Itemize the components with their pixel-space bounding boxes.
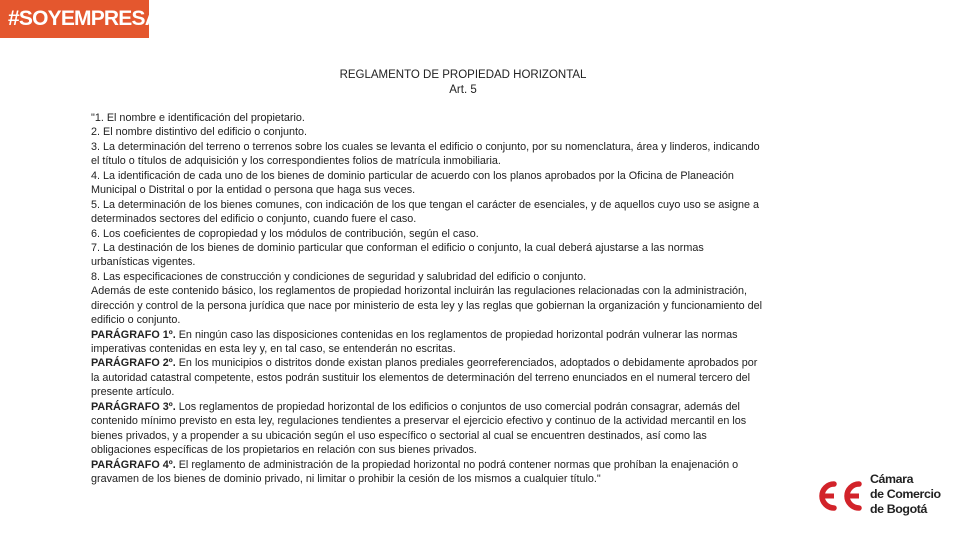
logo-line: de Bogotá [870,502,927,516]
text-line: 2. El nombre distintivo del edificio o conjunto. [91,126,308,139]
paragraph-2-label: PARÁGRAFO 2º. [91,357,176,370]
text-line: urbanísticas vigentes. [91,256,196,269]
paragraph-1 [91,328,843,342]
text-line: presente artículo. [91,386,175,399]
text-line: 6. Los coeficientes de copropiedad y los módulos de contribución, según el caso. [91,227,479,240]
paragraph-4 [91,458,843,472]
paragraph-3 [91,400,843,414]
text-line: El reglamento de administración de la propiedad horizontal no podrá contener normas que prohíban la enajenación o [175,458,739,471]
text-line: contenido mínimo previsto en esta ley, regulaciones tendientes a preservar el ejercicio efectivo y continuo de la actividad mercantil en los [91,415,747,428]
text-line: En ningún caso las disposiciones contenidas en los reglamentos de propiedad horizontal podrán vulnerar las normas [175,328,738,341]
text-line: imperativas contenidas en esta ley y, en tal caso, se entenderán no escritas. [91,343,456,355]
text-line: el título o títulos de adquisición y los correspondientes folios de matrícula inmobiliaria. [91,155,501,168]
text-line: dirección y control de la persona jurídica que nace por ministerio de esta ley y las reglas que gobiernan la organización y funcionamiento del [91,299,762,312]
text-line: "1. El nombre e identificación del propietario. [91,112,305,124]
paragraph-2 [91,356,843,370]
text-line: 7. La destinación de los bienes de dominio particular que conforman el edificio o conjunto, la cual deberá ajustarse a las normas [91,241,704,254]
logo-wordmark [870,472,960,517]
text-line: edificio o conjunto. [91,314,181,327]
paragraph-4-label: PARÁGRAFO 4º. [91,458,176,471]
text-line: Además de este contenido básico, los reglamentos de propiedad horizontal incluirán las regulaciones relacionadas con la administración, [91,285,748,298]
text-line: Municipal o Distrital o por la entidad o persona que haga sus veces. [91,184,416,197]
camara-de-comercio-logo [812,470,952,522]
text-line: 5. La determinación de los bienes comunes, con indicación de los que tengan el carácter de esenciales, y de aquellos cuyo uso se asigne a [91,198,760,211]
text-line: 3. La determinación del terreno o terrenos sobre los cuales se levanta el edificio o conjunto, por su nomenclatura, área y linderos, indicando [91,140,760,153]
soyempresario-badge: #SOYEMPRESARIO [0,0,149,38]
text-line: obligaciones específicas de los propietarios en relación con sus bienes privados. [91,444,477,457]
text-line: 8. Las especificaciones de construcción y condiciones de seguridad y salubridad del edificio o conjunto. [91,270,587,283]
text-line: gravamen de los bienes de dominio privado, ni limitar o prohibir la cesión de los mismos a cualquier título." [91,472,601,485]
text-line: la autoridad catastral competente, estos podrán sustituir los elementos de determinación del terreno enunciados en el numeral tercero del [91,371,750,384]
text-line: determinados sectores del edificio o conjunto, cuando fuere el caso. [91,213,417,226]
paragraph-3-label: PARÁGRAFO 3º. [91,400,176,413]
logo-line: Cámara [870,472,914,486]
text-line: 4. La identificación de cada uno de los bienes de dominio particular de acuerdo con los planos aprobados por la Oficina de Planeación [91,169,734,182]
text-line: Los reglamentos de propiedad horizontal de los edificios o conjuntos de uso comercial podrán consagrar, además del [175,400,740,413]
article-subtitle: Art. 5 [449,84,477,96]
text-line: bienes privados, y a propender a su ubicación según el uso específico o sectorial al cual se encuentren destinados, así como las [91,429,707,442]
ccb-mark-icon [812,476,866,516]
article-text [91,111,843,486]
paragraph-1-label: PARÁGRAFO 1º. [91,328,176,341]
page-title: REGLAMENTO DE PROPIEDAD HORIZONTAL [339,69,587,81]
text-line: En los municipios o distritos donde existan planos prediales georreferenciados, adoptados o debidamente aprobados por [175,357,758,370]
logo-line: de Comercio [870,487,941,501]
